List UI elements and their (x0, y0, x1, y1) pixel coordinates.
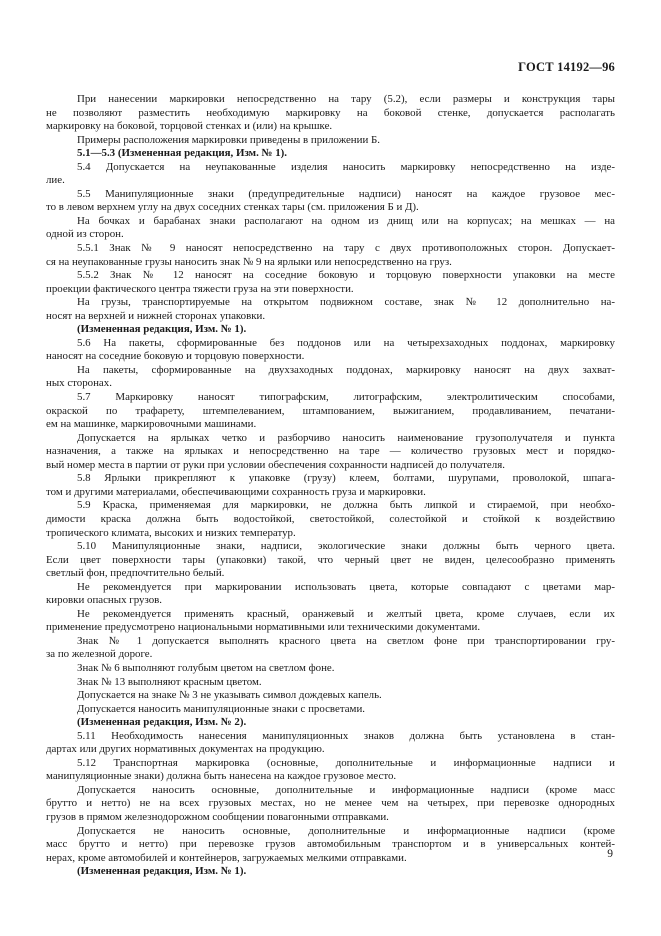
paragraph (46, 730, 615, 757)
paragraph-line: ных сторонах. (46, 377, 112, 390)
paragraph (46, 93, 615, 134)
paragraph (46, 703, 615, 717)
paragraph (46, 391, 615, 432)
paragraph-line: 5.8 Ярлыки прикрепляют к упаковке (грузу) клеем, болтами, шурупами, проволокой, шпага- (77, 472, 615, 485)
paragraph (46, 364, 615, 391)
paragraph-line: масс брутто и нетто) при перевозке грузов автомобильным транспортом и в универсальных контей- (46, 838, 615, 851)
paragraph-line: Не рекомендуется применять красный, оранжевый и желтый цвета, кроме случаев, если их (77, 607, 615, 620)
paragraph (46, 499, 615, 540)
paragraph (46, 215, 615, 242)
paragraph-line: наносят на соседние боковую и торцовую поверхности. (46, 350, 305, 363)
paragraph-line: проекции фактического центра тяжести груза на эти поверхности. (46, 282, 354, 295)
paragraph (46, 757, 615, 784)
paragraph-line: Допускается на знаке № 3 не указывать символ дождевых капель. (77, 689, 382, 702)
amendment-note-line: 5.1—5.3 (Измененная редакция, Изм. № 1). (77, 147, 288, 160)
paragraph-line: 5.11 Необходимость нанесения манипуляционных знаков должна быть установлена в стан- (77, 729, 615, 742)
paragraph-line: 5.7 Маркировку наносят типографским, литографским, электролитическим способами, (77, 391, 615, 404)
paragraph-line: На бочках и барабанах знаки располагают на одном из днищ или на корпусах; на мешках — на (77, 214, 615, 227)
paragraph (46, 432, 615, 473)
paragraph-line: 5.9 Краска, применяемая для маркировки, не должна быть липкой и стираемой, при необхо- (77, 499, 615, 512)
paragraph-line: дартах или других нормативных документах на продукцию. (46, 743, 325, 756)
document-body (46, 93, 615, 879)
paragraph-line: светлый фон, предпочтительно белый. (46, 567, 225, 580)
amendment-note-line: (Измененная редакция, Изм. № 1). (77, 323, 247, 336)
paragraph (46, 540, 615, 581)
paragraph-line: Допускается наносить манипуляционные знаки с просветами. (77, 702, 365, 715)
paragraph-line: Допускается не наносить основные, дополнительные и информационные надписи (кроме (77, 824, 615, 837)
paragraph (46, 269, 615, 296)
paragraph-line: назначения, а также на ярлыках и непосредственно на таре — количество грузовых мест и порядко- (46, 445, 615, 458)
amendment-note-line: (Измененная редакция, Изм. № 1). (77, 865, 247, 878)
paragraph-line: Знак № 6 выполняют голубым цветом на светлом фоне. (77, 661, 335, 674)
paragraph (46, 242, 615, 269)
paragraph-line: брутто и нетто) не на всех грузовых местах, но не менее чем на четырех, при перевозке однородных (46, 797, 615, 810)
paragraph-line: 5.5.2 Знак № 12 наносят на соседние боковую и торцовую поверхности упаковки на месте (77, 269, 615, 282)
paragraph-line: 5.10 Манипуляционные знаки, надписи, экологические знаки должны быть черного цвета. (77, 540, 615, 553)
paragraph (46, 784, 615, 825)
paragraph-line: тропического климата, высоких и низких температур. (46, 526, 296, 539)
paragraph-line: 5.4 Допускается на неупакованные изделия наносить маркировку непосредственно на изде- (77, 160, 615, 173)
paragraph-line: 5.12 Транспортная маркировка (основные, дополнительные и информационные надписи и (77, 756, 615, 769)
paragraph-line: ем на машинке, маркировочными машинами. (46, 418, 257, 431)
paragraph-line: На грузы, транспортируемые на открытом подвижном составе, знак № 12 дополнительно на- (77, 296, 615, 309)
paragraph-line: лие. (46, 174, 65, 187)
paragraph (46, 716, 615, 730)
paragraph-line: Не рекомендуется при маркировании использовать цвета, которые совпадают с цветами мар- (77, 580, 615, 593)
paragraph-line: окраской по трафарету, штемпелеванием, штампованием, выжиганием, продавливанием, печатани- (46, 404, 615, 417)
paragraph (46, 134, 615, 148)
paragraph-line: 5.5.1 Знак № 9 наносят непосредственно на тару с двух противоположных сторон. Допускает- (77, 242, 615, 255)
paragraph-line: за по железной дороге. (46, 648, 153, 661)
paragraph-line: 5.6 На пакеты, сформированные без поддонов или на четырехзаходных поддонах, маркировку (77, 336, 615, 349)
paragraph-line: вый номер места в партии от руки при условии обеспечения сохранности надписей до получателя. (46, 458, 505, 471)
paragraph-line: Если цвет поверхности тары (упаковки) такой, что черный цвет не виден, целесообразно применять (46, 553, 615, 566)
paragraph (46, 161, 615, 188)
paragraph-line: Допускается на ярлыках четко и разборчиво наносить наименование грузополучателя и пункта (77, 431, 615, 444)
paragraph-line: Примеры расположения маркировки приведены в приложении Б. (77, 133, 380, 146)
paragraph-line: димости краска должна быть водостойкой, светостойкой, солестойкой и стойкой к воздействию (46, 512, 615, 525)
paragraph (46, 472, 615, 499)
paragraph-line: маркировку на боковой, торцовой стенках и (или) на крышке. (46, 120, 333, 133)
paragraph-line: не позволяют разместить необходимую маркировку на боковой стенке, допускается располагать (46, 106, 615, 119)
paragraph-line: На пакеты, сформированные на двухзаходных поддонах, маркировку наносят на двух захват- (77, 363, 615, 376)
paragraph-line: ся на неупакованные грузы наносить знак № 9 на ярлыки или непосредственно на груз. (46, 255, 452, 268)
paragraph-line: том и другими материалами, обеспечивающими сохранность груза и маркировки. (46, 485, 426, 498)
paragraph-line: 5.5 Манипуляционные знаки (предупредительные надписи) наносят на каждое грузовое мес- (77, 187, 615, 200)
paragraph (46, 635, 615, 662)
paragraph-line: При нанесении маркировки непосредственно на тару (5.2), если размеры и конструкция тары (77, 93, 615, 105)
paragraph (46, 188, 615, 215)
paragraph (46, 147, 615, 161)
paragraph-line: Допускается наносить основные, дополнительные и информационные надписи (кроме масс (77, 783, 615, 796)
paragraph (46, 662, 615, 676)
paragraph-line: то в левом верхнем углу на двух соседних стенках тары (см. приложения Б и Д). (46, 201, 419, 214)
page-number: 9 (607, 848, 613, 860)
paragraph-line: манипуляционные знаки) должна быть нанесена на каждое грузовое место. (46, 770, 397, 783)
paragraph (46, 323, 615, 337)
paragraph-line: грузов в прямом железнодорожном сообщении повагонными отправками. (46, 810, 389, 823)
paragraph (46, 676, 615, 690)
amendment-note-line: (Измененная редакция, Изм. № 2). (77, 716, 247, 729)
paragraph-line: применение предусмотрено национальными нормативными или техническими документами. (46, 621, 481, 634)
paragraph (46, 581, 615, 608)
paragraph-line: кировки опасных грузов. (46, 594, 163, 607)
paragraph (46, 825, 615, 866)
paragraph (46, 296, 615, 323)
paragraph (46, 865, 615, 879)
document-code: ГОСТ 14192—96 (518, 60, 615, 74)
paragraph-line: Знак № 1 допускается выполнять красного цвета на светлом фоне при транспортировании гру- (77, 634, 615, 647)
paragraph-line: носят на верхней и нижней сторонах упаковки. (46, 309, 266, 322)
paragraph (46, 689, 615, 703)
paragraph-line: нерах, кроме автомобилей и контейнеров, загружаемых мелкими отправками. (46, 851, 407, 864)
paragraph-line: Знак № 13 выполняют красным цветом. (77, 675, 262, 688)
paragraph (46, 608, 615, 635)
paragraph-line: одной из сторон. (46, 228, 124, 241)
paragraph (46, 337, 615, 364)
